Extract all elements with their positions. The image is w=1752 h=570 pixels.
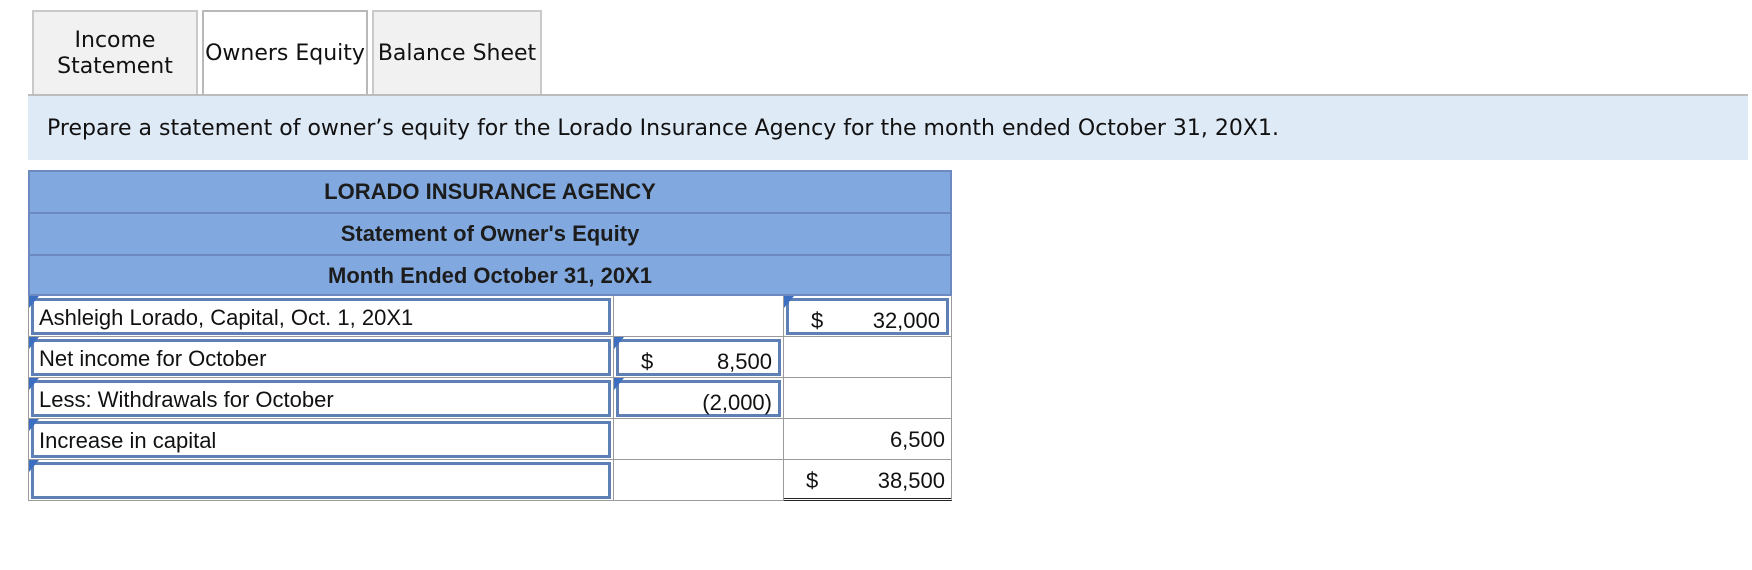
- middle-amount-cell: [614, 419, 784, 460]
- middle-amount-cell: [614, 378, 784, 419]
- table-row: [28, 296, 952, 337]
- right-amount-cell: [784, 337, 952, 378]
- amount-value: 6,500: [889, 427, 945, 452]
- row-label-cell: [28, 378, 614, 419]
- account-name-input[interactable]: Net income for October: [31, 339, 611, 376]
- total-amount-value: 38,500: [877, 468, 945, 493]
- row-label-cell: [28, 419, 614, 460]
- owners-equity-statement: [28, 170, 952, 501]
- flag-marker-icon: [784, 296, 794, 308]
- table-row: [28, 337, 952, 378]
- middle-amount-cell: [614, 460, 784, 501]
- amount-value: 8,500: [716, 349, 772, 374]
- table-row: [28, 378, 952, 419]
- company-name: LORADO INSURANCE AGENCY: [28, 170, 952, 212]
- tab-bar: [32, 10, 546, 96]
- flag-marker-icon: [29, 378, 39, 390]
- flag-marker-icon: [29, 419, 39, 431]
- middle-amount-cell: [614, 337, 784, 378]
- statement-period: Month Ended October 31, 20X1: [28, 254, 952, 296]
- tab-balance-sheet[interactable]: [372, 10, 542, 96]
- row-label-cell: [28, 337, 614, 378]
- right-amount-cell: [784, 378, 952, 419]
- flag-marker-icon: [29, 460, 39, 472]
- amount-value: (2,000): [702, 390, 772, 415]
- flag-marker-icon: [29, 337, 39, 349]
- amount-input[interactable]: [786, 298, 949, 335]
- amount-input[interactable]: [616, 380, 781, 417]
- right-amount-cell: [784, 419, 952, 460]
- tab-income-statement[interactable]: [32, 10, 198, 96]
- total-amount-cell: [784, 460, 952, 501]
- table-row: [28, 419, 952, 460]
- account-name-input[interactable]: Increase in capital: [31, 421, 611, 458]
- dollar-sign: $: [641, 349, 654, 374]
- tab-income-statement-label: Income Statement: [57, 27, 173, 79]
- row-label-cell: [28, 296, 614, 337]
- table-row: [28, 460, 952, 501]
- right-amount-cell: [784, 296, 952, 337]
- flag-marker-icon: [614, 337, 624, 349]
- instruction-text: Prepare a statement of owner’s equity for the Lorado Insurance Agency for the month ended October 31, 20X1.: [28, 94, 1748, 160]
- tab-owners-equity[interactable]: [202, 10, 368, 96]
- amount-input[interactable]: [616, 339, 781, 376]
- flag-marker-icon: [29, 296, 39, 308]
- tab-owners-equity-label: Owners Equity: [205, 40, 365, 66]
- account-name-input[interactable]: Ashleigh Lorado, Capital, Oct. 1, 20X1: [31, 298, 611, 335]
- account-name-input[interactable]: Less: Withdrawals for October: [31, 380, 611, 417]
- statement-title: Statement of Owner's Equity: [28, 212, 952, 254]
- amount-value: 32,000: [872, 308, 940, 333]
- middle-amount-cell: [614, 296, 784, 337]
- account-name-input[interactable]: [31, 462, 611, 499]
- tab-balance-sheet-label: Balance Sheet: [377, 40, 537, 66]
- row-label-cell: [28, 460, 614, 501]
- flag-marker-icon: [614, 378, 624, 390]
- dollar-sign: $: [806, 468, 819, 493]
- dollar-sign: $: [811, 308, 824, 333]
